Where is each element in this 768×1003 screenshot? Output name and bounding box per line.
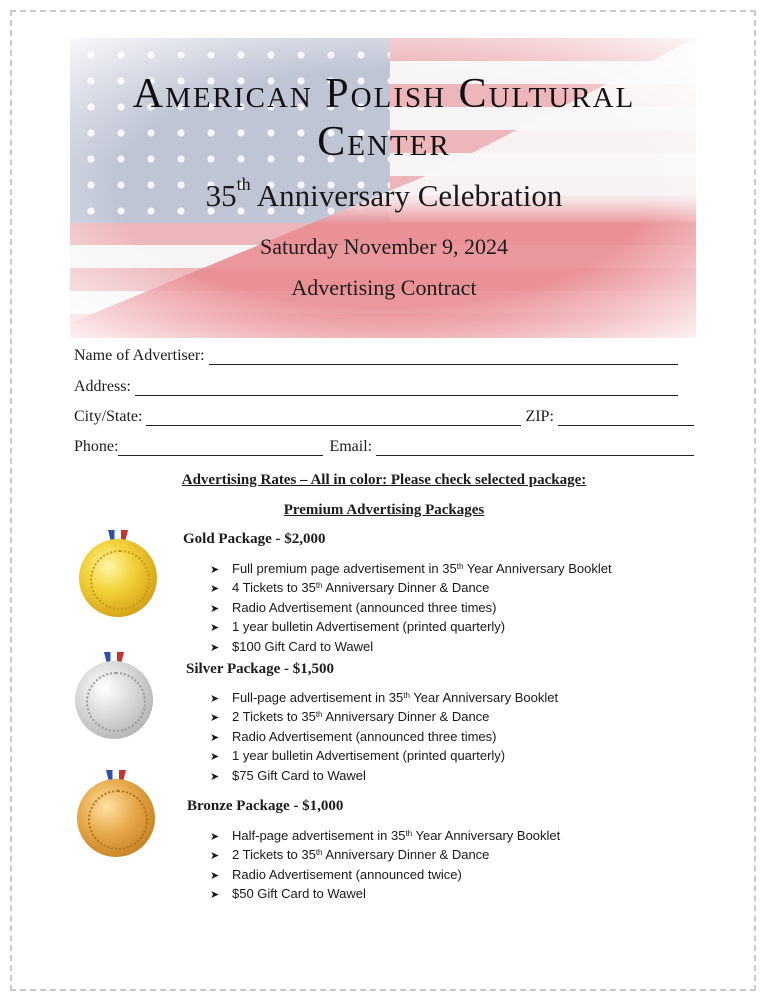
premium-packages-heading: Premium Advertising Packages (283, 502, 485, 518)
arrow-bullet-icon: ➤ (210, 641, 220, 654)
arrow-bullet-icon: ➤ (210, 889, 220, 902)
address-field (74, 374, 694, 396)
silver-package-items (210, 688, 558, 785)
silver-medal-icon (74, 652, 154, 740)
gold-package-items (210, 559, 612, 656)
zip-line[interactable] (558, 409, 694, 426)
list-item: ➤ Radio Advertisement (announced twice) (210, 865, 560, 884)
zip-label: ZIP: (525, 408, 554, 425)
list-item: ➤ Half-page advertisement in 35th Year Anniversary Booklet (210, 826, 560, 845)
gold-package-title: Gold Package - $2,000 (183, 531, 326, 547)
arrow-bullet-icon: ➤ (210, 850, 220, 863)
arrow-bullet-icon: ➤ (210, 712, 220, 725)
list-item: ➤ Radio Advertisement (announced three times) (210, 727, 558, 746)
anniversary-heading: 35th Anniversary Celebration (205, 174, 563, 213)
list-item: ➤ 1 year bulletin Advertisement (printed quarterly) (210, 617, 612, 636)
list-item: ➤ $75 Gift Card to Wawel (210, 766, 558, 785)
city-zip-field (74, 404, 694, 426)
silver-package-title: Silver Package - $1,500 (186, 661, 335, 677)
arrow-bullet-icon: ➤ (210, 693, 220, 705)
list-item: ➤ 2 Tickets to 35th Anniversary Dinner & Dance (210, 707, 558, 726)
arrow-bullet-icon: ➤ (210, 731, 220, 744)
advertiser-name-label: Name of Advertiser: (74, 347, 205, 364)
bronze-package-items (210, 826, 560, 904)
arrow-bullet-icon: ➤ (210, 564, 220, 576)
list-item: ➤ Full premium page advertisement in 35th Year Anniversary Booklet (210, 559, 612, 578)
phone-line[interactable] (118, 439, 323, 456)
gold-medal-icon (78, 530, 158, 618)
list-item: ➤ $100 Gift Card to Wawel (210, 637, 612, 656)
arrow-bullet-icon: ➤ (210, 770, 220, 783)
document-type: Advertising Contract (291, 275, 477, 300)
phone-label: Phone: (74, 438, 119, 455)
arrow-bullet-icon: ➤ (210, 869, 220, 882)
event-date: Saturday November 9, 2024 (259, 234, 509, 259)
arrow-bullet-icon: ➤ (210, 831, 220, 843)
org-name-line1: American Polish Cultural (132, 71, 636, 117)
bronze-package-title: Bronze Package - $1,000 (187, 798, 344, 814)
address-label: Address: (74, 378, 131, 395)
rates-heading: Advertising Rates – All in color: Please check selected package: (181, 472, 587, 488)
list-item: ➤ Radio Advertisement (announced three times) (210, 598, 612, 617)
org-name-line2: Center (317, 119, 451, 165)
list-item: ➤ 4 Tickets to 35th Anniversary Dinner & Dance (210, 578, 612, 597)
arrow-bullet-icon: ➤ (210, 751, 220, 764)
city-state-label: City/State: (74, 408, 143, 425)
email-line[interactable] (376, 439, 694, 456)
list-item: ➤ $50 Gift Card to Wawel (210, 884, 560, 903)
advertiser-name-field (74, 343, 694, 365)
arrow-bullet-icon: ➤ (210, 583, 220, 596)
advertiser-name-line[interactable] (209, 348, 678, 365)
phone-email-field (74, 434, 694, 456)
address-line[interactable] (135, 379, 678, 396)
list-item: ➤ 2 Tickets to 35th Anniversary Dinner & Dance (210, 845, 560, 864)
bronze-medal-icon (76, 770, 156, 858)
list-item: ➤ 1 year bulletin Advertisement (printed quarterly) (210, 746, 558, 765)
list-item: ➤ Full-page advertisement in 35th Year Anniversary Booklet (210, 688, 558, 707)
arrow-bullet-icon: ➤ (210, 622, 220, 635)
email-label: Email: (329, 438, 373, 455)
city-state-line[interactable] (146, 409, 521, 426)
arrow-bullet-icon: ➤ (210, 602, 220, 615)
